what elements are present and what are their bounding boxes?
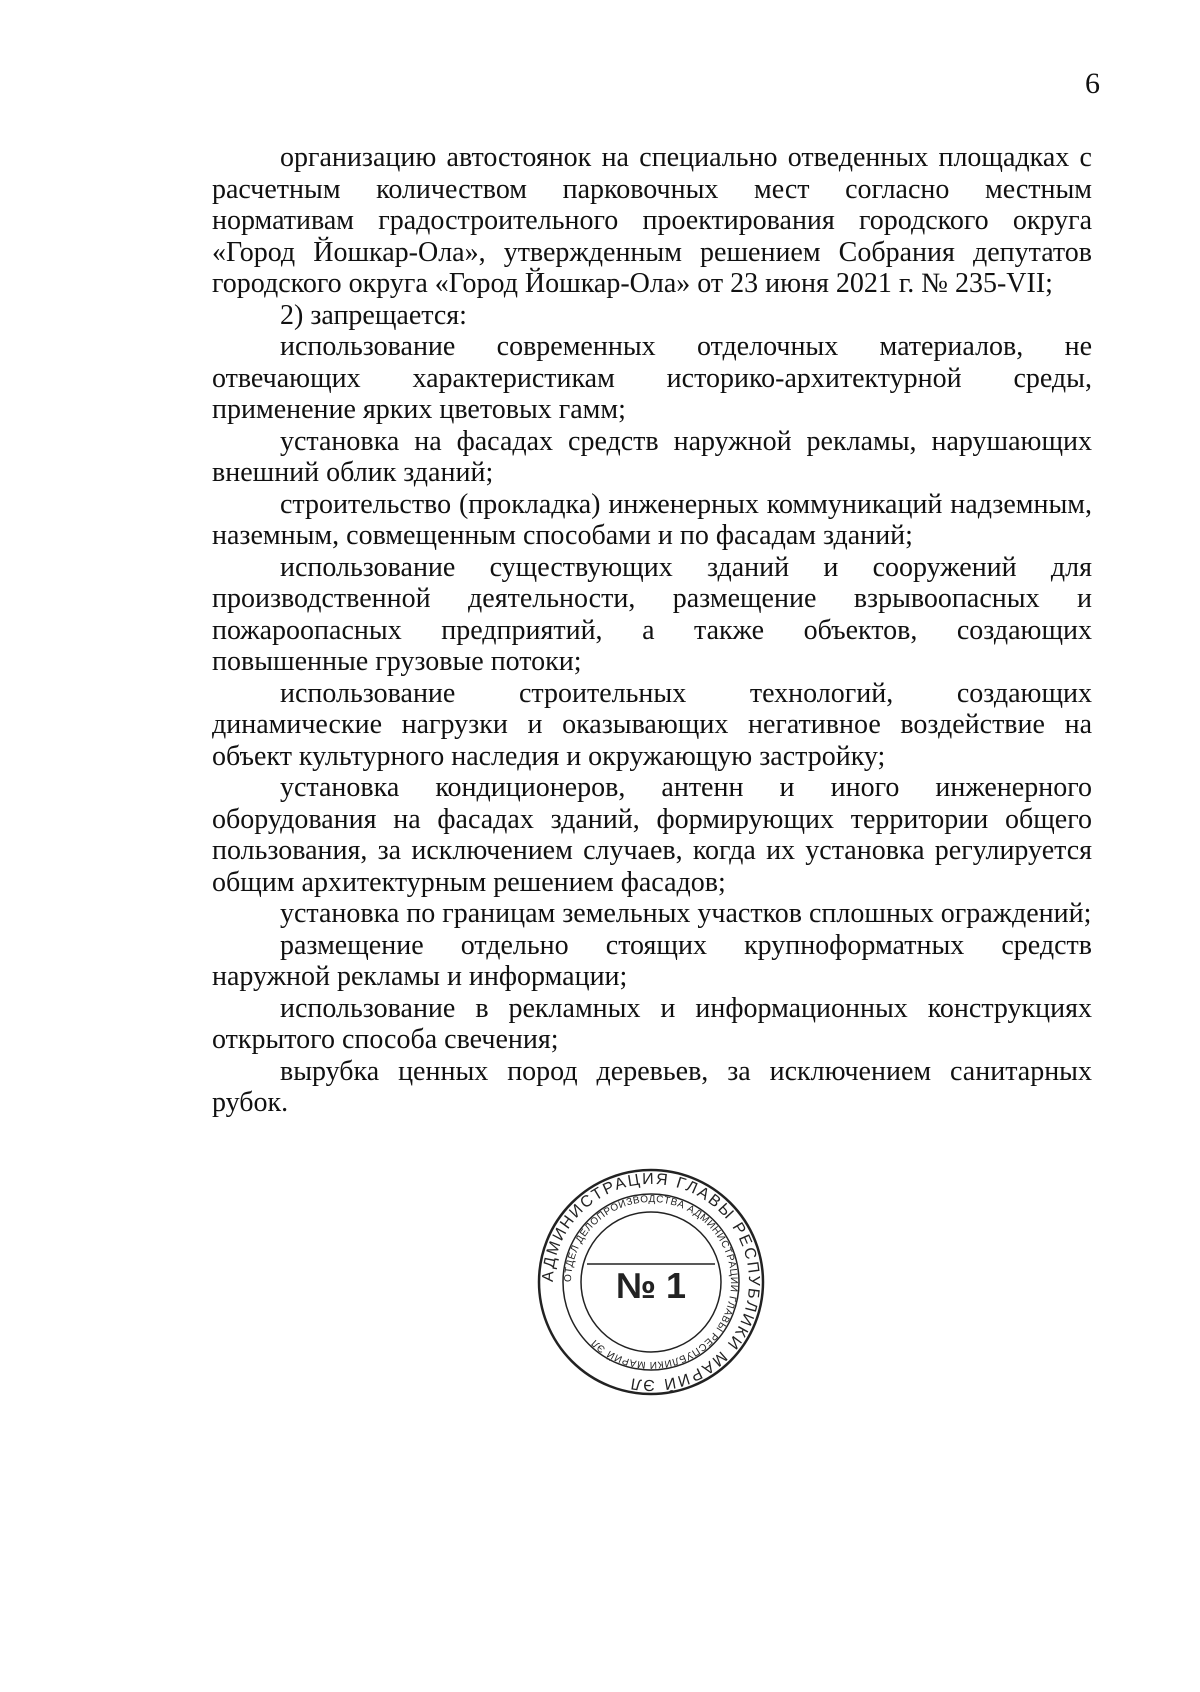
- paragraph-solid-fences: установка по границам земельных участков сплошных ограждений;: [280, 898, 1092, 929]
- paragraph-parking: организацию автостоянок на специально отведенных площадках с расчетным количеством парковочных мест согласно местным нормативам градостроительного проектирования городского округа «Город Йошкар-Ола», утвержденным решением Собрания депутатов городского округа «Город Йошкар-Ола» от 23 июня 2021 г. № 235-VII;: [212, 142, 1092, 299]
- stamp-outer-text: АДМИНИСТРАЦИЯ ГЛАВЫ РЕСПУБЛИКИ МАРИЙ ЭЛ: [539, 1170, 763, 1394]
- paragraph-finishing-materials: использование современных отделочных материалов, не отвечающих характеристикам историко-архитектурной среды, применение ярких цветовых гамм;: [212, 331, 1092, 425]
- paragraph-industrial-use: использование существующих зданий и сооружений для производственной деятельности, размещение взрывоопасных и пожароопасных предприятий, а также объектов, создающих повышенные грузовые потоки;: [212, 551, 1092, 677]
- stamp-center-number: № 1: [615, 1265, 687, 1306]
- paragraph-tree-felling: вырубка ценных пород деревьев, за исключением санитарных рубок.: [212, 1055, 1092, 1118]
- paragraph-construction-technologies: использование строительных технологий, создающих динамические нагрузки и оказывающих негативное воздействие на объект культурного наследия и окружающую застройку;: [212, 677, 1092, 772]
- paragraph-prohibited-heading: 2) запрещается:: [280, 299, 467, 331]
- document-body: [212, 142, 1092, 1119]
- paragraph-air-conditioners: установка кондиционеров, антенн и иного инженерного оборудования на фасадах зданий, формирующих территории общего пользования, за исключением случаев, когда их установка регулируется общим архитектурным решением фасадов;: [212, 772, 1092, 898]
- paragraph-outdoor-advertising: установка на фасадах средств наружной рекламы, нарушающих внешний облик зданий;: [212, 425, 1092, 488]
- page-number: 6: [1085, 67, 1100, 100]
- stamp-inner-text: ОТДЕЛ ДЕЛОПРОИЗВОДСТВА АДМИНИСТРАЦИИ ГЛАВЫ РЕСПУБЛИКИ МАРИЙ ЭЛ: [562, 1193, 740, 1371]
- official-stamp: [537, 1168, 765, 1396]
- paragraph-large-advertising: размещение отдельно стоящих крупноформатных средств наружной рекламы и информации;: [212, 929, 1092, 992]
- paragraph-utility-construction: строительство (прокладка) инженерных коммуникаций надземным, наземным, совмещенным способами и по фасадам зданий;: [212, 488, 1092, 551]
- paragraph-open-lighting: использование в рекламных и информационных конструкциях открытого способа свечения;: [212, 992, 1092, 1055]
